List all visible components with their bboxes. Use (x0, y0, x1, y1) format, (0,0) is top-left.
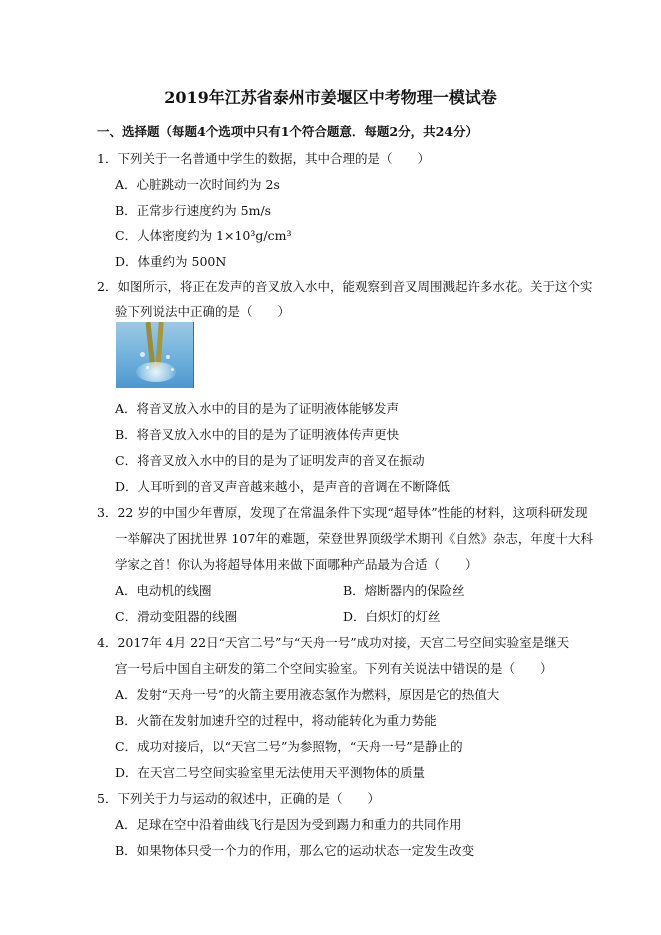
question-4-option-d: D．在天宫二号空间实验室里无法使用天平测物体的质量 (115, 765, 426, 780)
question-1-option-a: A．心脏跳动一次时间约为 2s (115, 177, 280, 192)
question-1-option-c: C．人体密度约为 1×10³g/cm³ (115, 228, 292, 243)
question-1-option-b: B．正常步行速度约为 5m/s (115, 203, 272, 218)
question-5-option-b: B．如果物体只受一个力的作用，那么它的运动状态一定发生改变 (115, 843, 475, 858)
question-4-option-c: C．成功对接后，以“天宫二号”为参照物，“天舟一号”是静止的 (115, 739, 463, 754)
question-2-stem: 2．如图所示，将正在发声的音叉放入水中，能观察到音叉周围溅起许多水花。关于这个实 (97, 279, 593, 294)
question-5-stem: 5．下列关于力与运动的叙述中，正确的是（ ） (97, 791, 380, 806)
question-2-stem-cont: 验下列说法中正确的是（ ） (115, 304, 291, 319)
question-3-stem-cont-1: 一举解决了困扰世界 107年的难题，荣登世界顶级学术期刊《自然》杂志，年度十大科 (115, 531, 593, 546)
question-2-option-c: C．将音叉放入水中的目的是为了证明发声的音叉在振动 (115, 453, 425, 468)
page-title: 2019年江苏省泰州市姜堰区中考物理一模试卷 (164, 88, 497, 107)
section-heading: 一、选择题（每题4个选项中只有1个符合题意．每题2分，共24分） (97, 124, 478, 139)
question-3-option-c: C．滑动变阻器的线圈 (115, 609, 238, 624)
question-4-stem-cont: 宫一号后中国自主研发的第二个空间实验室。下列有关说法中错误的是（ ） (115, 661, 553, 676)
question-1-stem: 1．下列关于一名普通中学生的数据，其中合理的是（ ） (97, 151, 430, 166)
question-3-stem-cont-2: 学家之首！你认为将超导体用来做下面哪种产品最为合适（ ） (115, 557, 478, 572)
question-3-stem: 3．22 岁的中国少年曹原，发现了在常温条件下实现“超导体”性能的材料，这项科研发现 (97, 505, 588, 520)
question-3-option-d: D．白炽灯的灯丝 (343, 609, 441, 624)
question-2-option-a: A．将音叉放入水中的目的是为了证明液体能够发声 (115, 401, 400, 416)
question-1-option-d: D．体重约为 500N (115, 254, 227, 269)
tuning-fork-in-water-photo (116, 322, 194, 388)
question-5-option-a: A．足球在空中沿着曲线飞行是因为受到踢力和重力的共同作用 (115, 817, 462, 832)
question-3-option-b: B．熔断器内的保险丝 (343, 583, 465, 598)
question-2-option-b: B．将音叉放入水中的目的是为了证明液体传声更快 (115, 427, 400, 442)
question-4-option-a: A．发射“天舟一号”的火箭主要用液态氢作为燃料，原因是它的热值大 (115, 687, 500, 702)
question-2-option-d: D．人耳听到的音叉声音越来越小，是声音的音调在不断降低 (115, 479, 451, 494)
question-4-stem: 4．2017年 4月 22日“天宫二号”与“天舟一号”成功对接，天宫二号空间实验室是继天 (97, 635, 570, 650)
question-3-option-a: A．电动机的线圈 (115, 583, 212, 598)
question-4-option-b: B．火箭在发射加速升空的过程中，将动能转化为重力势能 (115, 713, 437, 728)
